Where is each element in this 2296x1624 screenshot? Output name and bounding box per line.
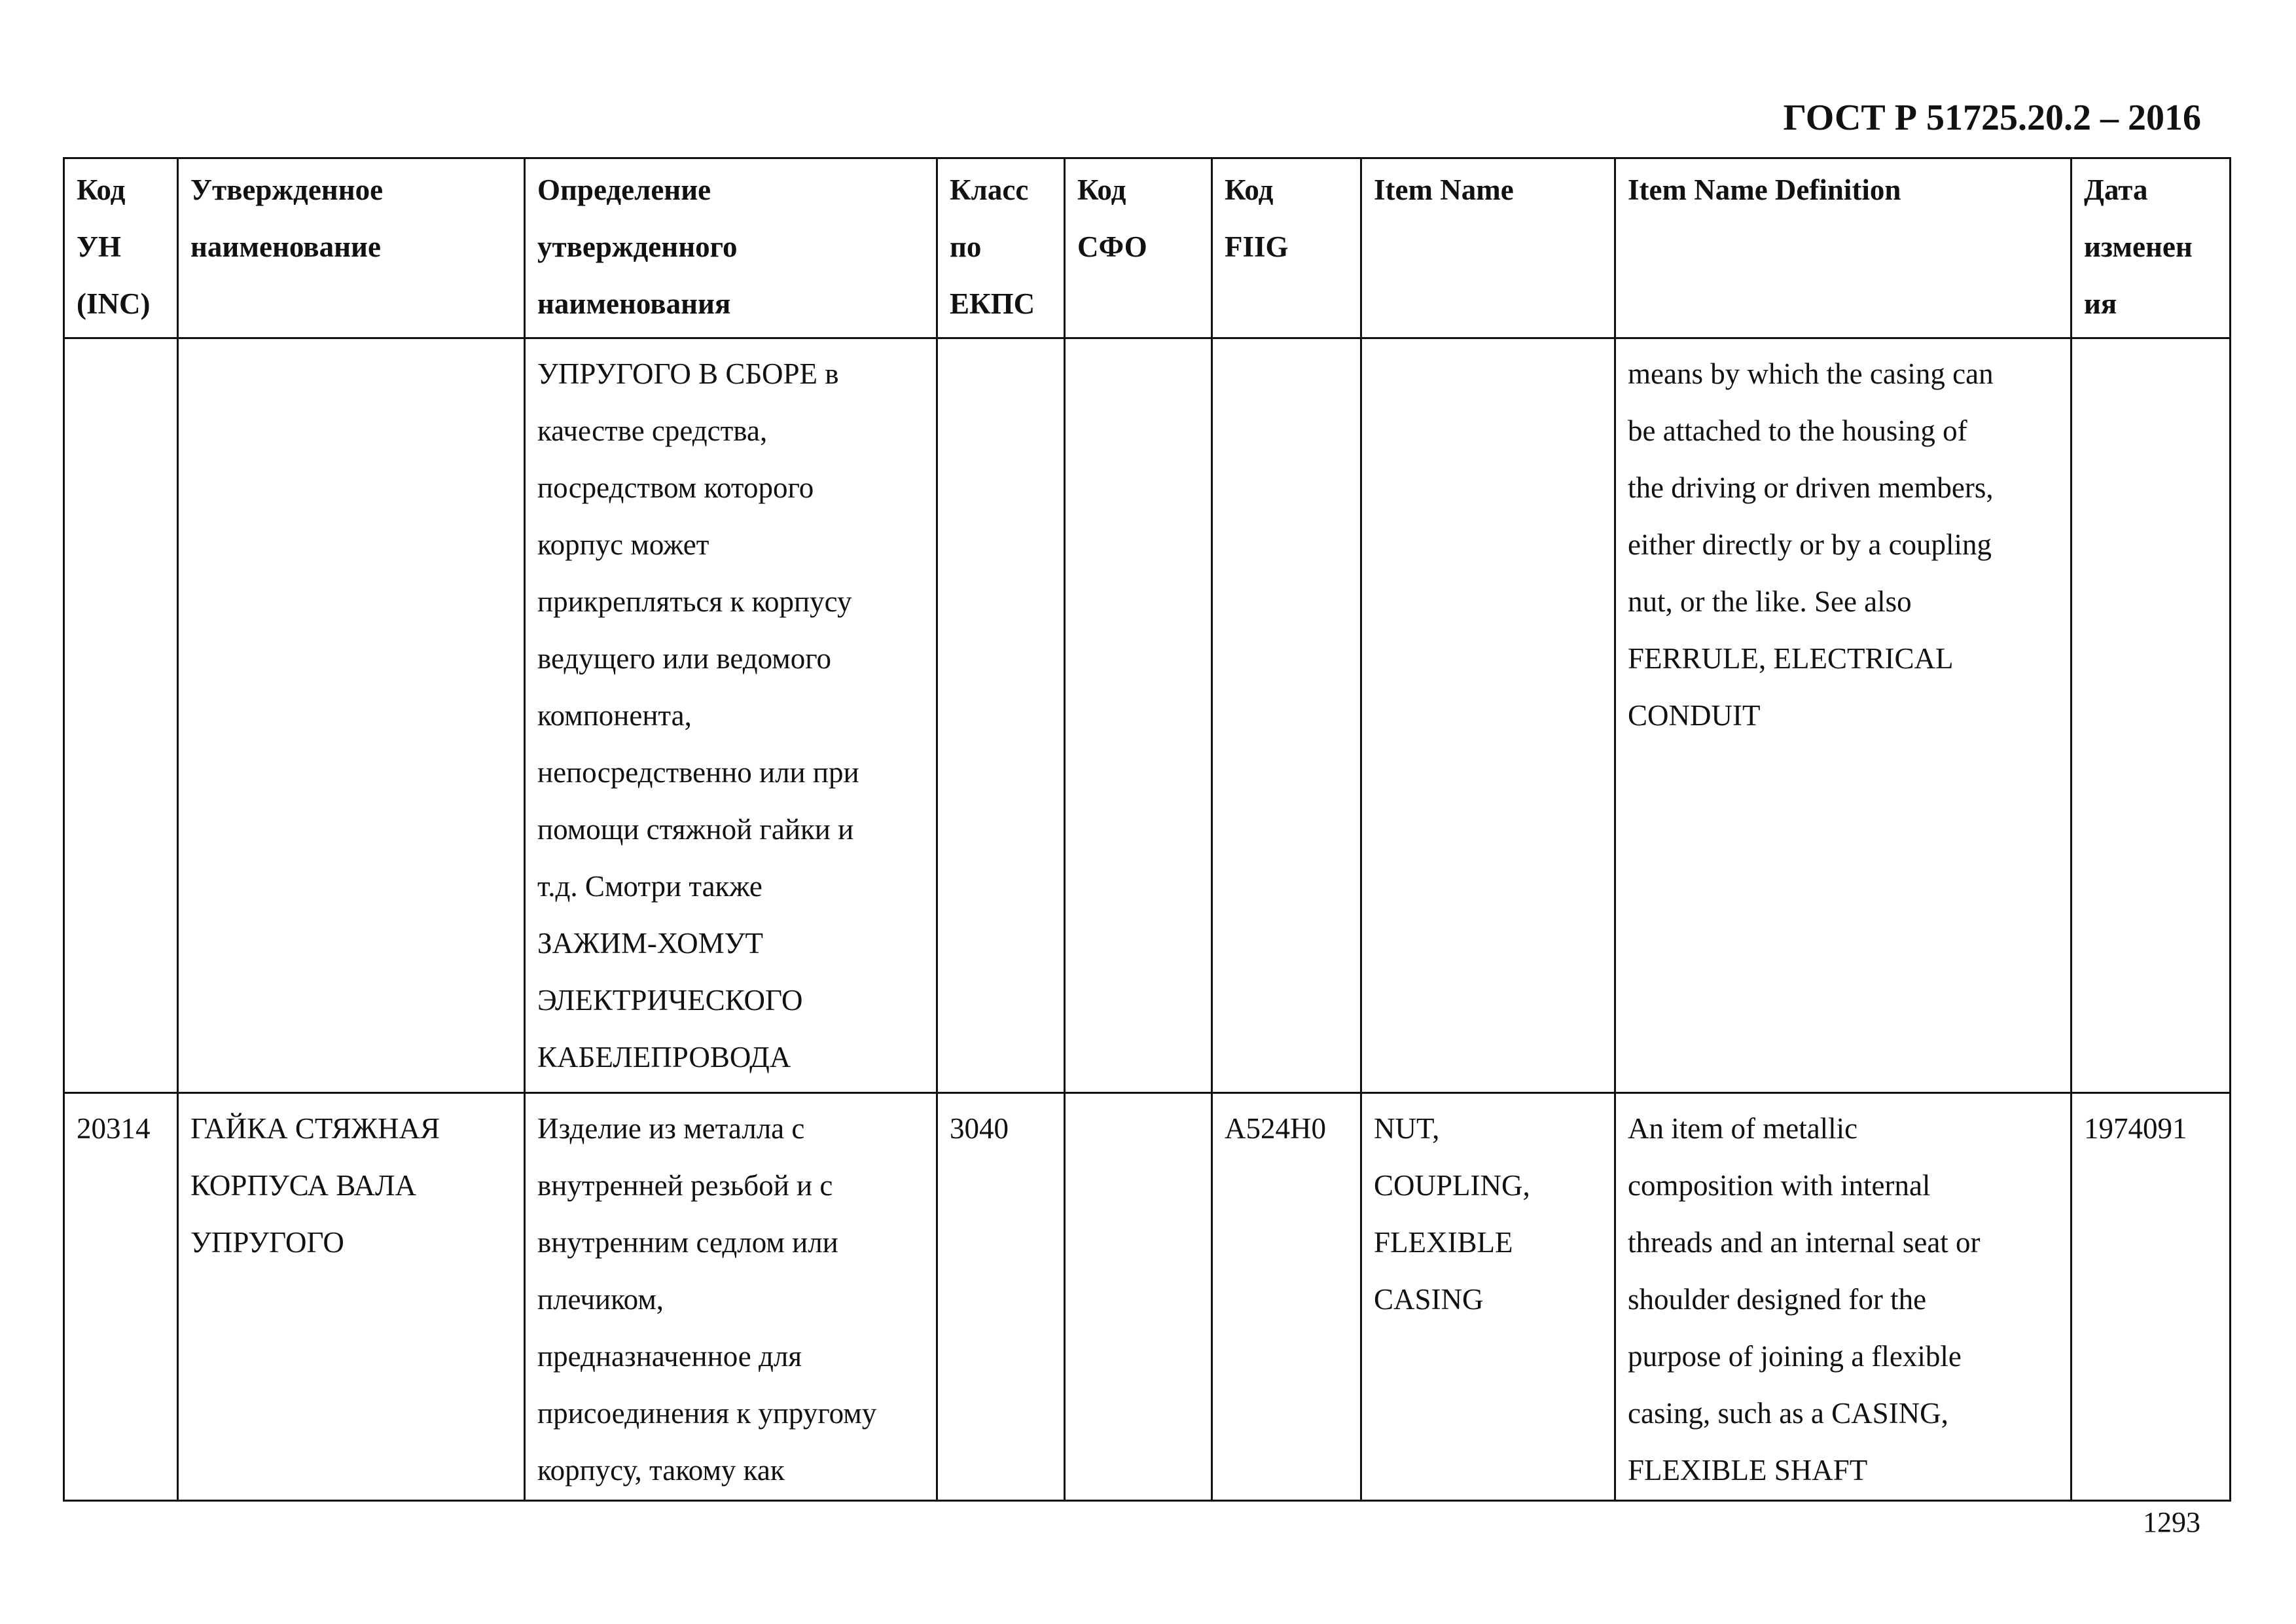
cell-item-definition (1615, 338, 2072, 1093)
table-row (64, 1093, 2231, 1501)
header-text-line: Item Name Definition (1628, 173, 1901, 206)
header-text-line: Код (1077, 173, 1126, 206)
catalog-table (63, 157, 2231, 1502)
header-text-line: ия (2084, 287, 2117, 320)
header-text-line: Утвержденное (190, 173, 384, 206)
header-text-line: Определение (537, 173, 711, 206)
cell-definition (525, 1093, 937, 1501)
header-text-line: УН (77, 230, 122, 263)
cell-text-line: CASING (1374, 1283, 1484, 1316)
page-number: 1293 (2143, 1506, 2200, 1538)
cell-text-line: A524H0 (1225, 1112, 1326, 1145)
header-text-line: (INC) (77, 287, 151, 320)
cell-inc (64, 1093, 178, 1501)
cell-date (2072, 1093, 2231, 1501)
cell-item-name (1361, 338, 1615, 1093)
header-text-line: Item Name (1374, 173, 1514, 206)
header-approved-name (178, 158, 525, 338)
header-definition (525, 158, 937, 338)
header-text-line: изменен (2084, 230, 2193, 263)
cell-text-line: помощи стяжной гайки и (537, 813, 854, 846)
header-text-line: наименования (537, 287, 731, 320)
cell-sfo (1065, 338, 1212, 1093)
cell-text-line: FLEXIBLE SHAFT (1628, 1454, 1868, 1487)
cell-class (937, 1093, 1065, 1501)
cell-fiig (1212, 338, 1361, 1093)
cell-text-line: присоединения к упругому (537, 1397, 877, 1430)
cell-approved-name (178, 338, 525, 1093)
cell-text-line: КАБЕЛЕПРОВОДА (537, 1041, 791, 1074)
cell-fiig (1212, 1093, 1361, 1501)
cell-text-line: purpose of joining a flexible (1628, 1340, 1962, 1373)
cell-text-line: 20314 (77, 1112, 151, 1145)
header-text-line: ЕКПС (950, 287, 1035, 320)
cell-class (937, 338, 1065, 1093)
cell-text-line: means by which the casing can (1628, 357, 1994, 390)
cell-date (2072, 338, 2231, 1093)
header-fiig (1212, 158, 1361, 338)
cell-text-line: компонента, (537, 699, 692, 732)
header-text-line: по (950, 230, 982, 263)
table-body (64, 338, 2231, 1501)
cell-approved-name (178, 1093, 525, 1501)
cell-text-line: composition with internal (1628, 1169, 1931, 1202)
header-text-line: Дата (2084, 173, 2148, 206)
header-text-line: наименование (190, 230, 381, 263)
header-inc (64, 158, 178, 338)
header-date (2072, 158, 2231, 338)
cell-text-line: ведущего или ведомого (537, 642, 832, 675)
cell-text-line: be attached to the housing of (1628, 414, 1967, 447)
header-item-definition (1615, 158, 2072, 338)
cell-text-line: предназначенное для (537, 1340, 802, 1373)
cell-text-line: плечиком, (537, 1283, 664, 1316)
header-text-line: Код (1225, 173, 1274, 206)
document-header: ГОСТ Р 51725.20.2 – 2016 (1783, 98, 2201, 138)
cell-text-line: т.д. Смотри также (537, 870, 762, 903)
cell-text-line: УПРУГОГО В СБОРЕ в (537, 357, 839, 390)
cell-text-line: УПРУГОГО (190, 1226, 344, 1259)
header-text-line: Класс (950, 173, 1029, 206)
cell-definition (525, 338, 937, 1093)
cell-text-line: 3040 (950, 1112, 1009, 1145)
cell-text-line: ЗАЖИМ-ХОМУТ (537, 927, 763, 960)
cell-text-line: threads and an internal seat or (1628, 1226, 1981, 1259)
cell-item-name (1361, 1093, 1615, 1501)
cell-text-line: shoulder designed for the (1628, 1283, 1927, 1316)
header-sfo (1065, 158, 1212, 338)
table-header-row (64, 158, 2231, 338)
cell-text-line: either directly or by a coupling (1628, 528, 1992, 561)
cell-text-line: ЭЛЕКТРИЧЕСКОГО (537, 984, 803, 1017)
header-text-line: СФО (1077, 230, 1147, 263)
cell-text-line: nut, or the like. See also (1628, 585, 1912, 618)
cell-text-line: 1974091 (2084, 1112, 2187, 1145)
header-class (937, 158, 1065, 338)
cell-text-line: посредством которого (537, 471, 814, 504)
header-item-name (1361, 158, 1615, 338)
header-text-line: утвержденного (537, 230, 738, 263)
cell-text-line: FLEXIBLE (1374, 1226, 1513, 1259)
cell-text-line: корпус может (537, 528, 709, 561)
cell-text-line: FERRULE, ELECTRICAL (1628, 642, 1954, 675)
cell-text-line: КОРПУСА ВАЛА (190, 1169, 416, 1202)
cell-text-line: внутренней резьбой и с (537, 1169, 833, 1202)
cell-text-line: внутренним седлом или (537, 1226, 838, 1259)
cell-text-line: прикрепляться к корпусу (537, 585, 852, 618)
cell-text-line: the driving or driven members, (1628, 471, 1994, 504)
cell-text-line: NUT, (1374, 1112, 1440, 1145)
cell-text-line: An item of metallic (1628, 1112, 1858, 1145)
cell-text-line: Изделие из металла с (537, 1112, 805, 1145)
cell-text-line: непосредственно или при (537, 756, 859, 789)
cell-text-line: корпусу, такому как (537, 1454, 785, 1487)
cell-inc (64, 338, 178, 1093)
cell-text-line: casing, such as a CASING, (1628, 1397, 1948, 1430)
header-text-line: Код (77, 173, 126, 206)
cell-text-line: качестве средства, (537, 414, 768, 447)
table-row (64, 338, 2231, 1093)
cell-text-line: ГАЙКА СТЯЖНАЯ (190, 1112, 440, 1145)
cell-text-line: COUPLING, (1374, 1169, 1530, 1202)
cell-text-line: CONDUIT (1628, 699, 1761, 732)
header-text-line: FIIG (1225, 230, 1289, 263)
cell-item-definition (1615, 1093, 2072, 1501)
cell-sfo (1065, 1093, 1212, 1501)
